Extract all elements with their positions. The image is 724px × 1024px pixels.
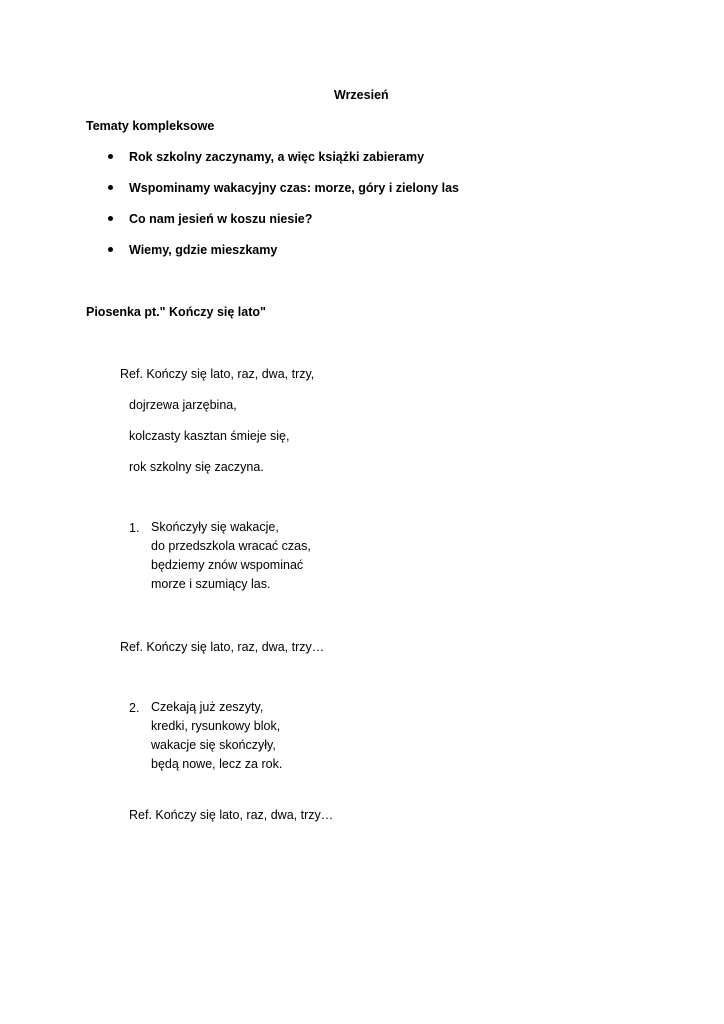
- page-title: Wrzesień: [334, 88, 389, 102]
- verse-lines: [151, 518, 311, 594]
- verse-line: do przedszkola wracać czas,: [151, 539, 311, 553]
- verse-line: kredki, rysunkowy blok,: [151, 719, 281, 733]
- list-item-label: Rok szkolny zaczynamy, a więc książki zabieramy: [129, 150, 425, 164]
- verse-line: będą nowe, lecz za rok.: [151, 757, 283, 771]
- verse-lines: [151, 698, 282, 774]
- refrain-line: dojrzewa jarzębina,: [129, 398, 237, 412]
- refrain-repeat: Ref. Kończy się lato, raz, dwa, trzy…: [129, 808, 334, 822]
- verse-number: 1.: [129, 521, 140, 535]
- verse-line: morze i szumiący las.: [151, 577, 271, 591]
- refrain-line: rok szkolny się zaczyna.: [129, 460, 264, 474]
- bullet-icon: [108, 154, 113, 159]
- verse-line: Czekają już zeszyty,: [151, 700, 264, 714]
- refrain-first-line: Ref. Kończy się lato, raz, dwa, trzy,: [120, 367, 315, 381]
- verse-line: Skończyły się wakacje,: [151, 520, 279, 534]
- list-item-label: Wiemy, gdzie mieszkamy: [129, 243, 278, 257]
- bullet-icon: [108, 216, 113, 221]
- song-heading: Piosenka pt." Kończy się lato": [86, 305, 266, 319]
- verse-line: będziemy znów wspominać: [151, 558, 304, 572]
- list-item-label: Co nam jesień w koszu niesie?: [129, 212, 313, 226]
- bullet-icon: [108, 247, 113, 252]
- refrain-line: kolczasty kasztan śmieje się,: [129, 429, 290, 443]
- list-item-label: Wspominamy wakacyjny czas: morze, góry i zielony las: [129, 181, 459, 195]
- verse-number: 2.: [129, 701, 140, 715]
- verse-line: wakacje się skończyły,: [151, 738, 276, 752]
- bullet-icon: [108, 185, 113, 190]
- refrain-repeat: Ref. Kończy się lato, raz, dwa, trzy…: [120, 640, 325, 654]
- topics-heading: Tematy kompleksowe: [86, 119, 215, 133]
